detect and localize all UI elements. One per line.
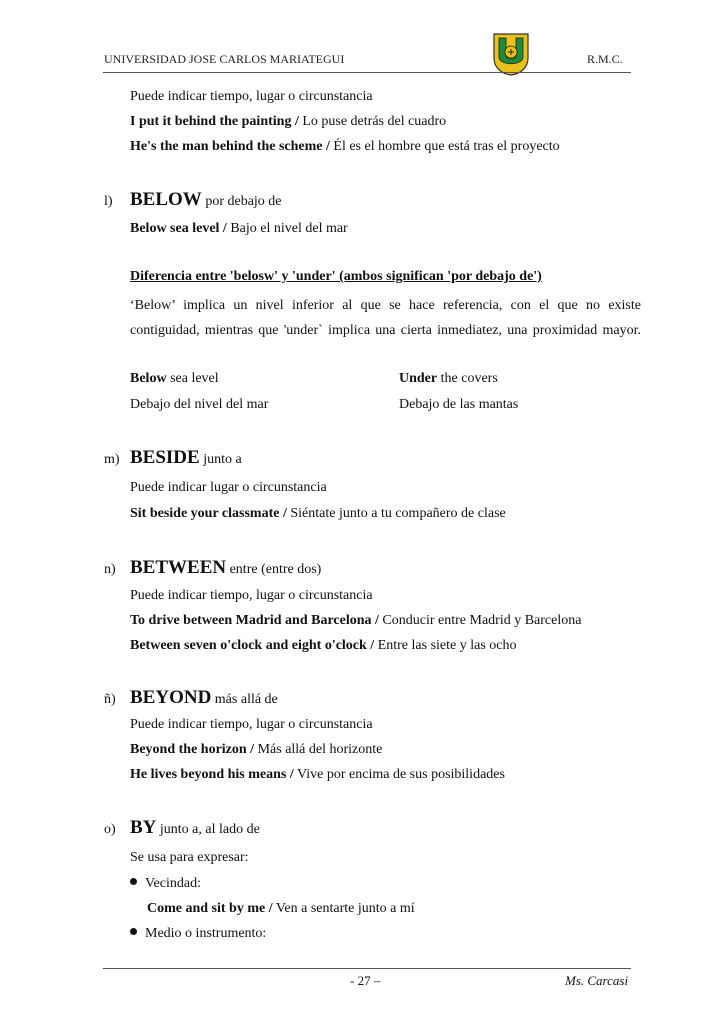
example-english: Below sea level / [130, 221, 227, 236]
example-spanish: Siéntate junto a tu compañero de clase [286, 506, 506, 521]
entry-meaning: por debajo de [201, 194, 282, 209]
item-label: o) [104, 822, 116, 837]
bullet-text: Vecindad: [145, 876, 201, 891]
entry-heading [130, 686, 278, 712]
example-line [130, 612, 581, 630]
footer-rule [103, 968, 631, 969]
example-line [130, 113, 446, 131]
example-spanish: Entre las siete y las ocho [374, 638, 517, 653]
bullet-item [130, 875, 201, 893]
comparison-right-es: Debajo de las mantas [399, 397, 519, 412]
entry-word: BESIDE [130, 447, 200, 468]
example-line [130, 220, 348, 238]
entry-heading [130, 816, 260, 842]
item-label: ñ) [104, 692, 116, 707]
bullet-icon [130, 878, 137, 885]
usage-note: Puede indicar tiempo, lugar o circunstancia [130, 89, 373, 104]
example-spanish: Ven a sentarte junto a mí [272, 901, 415, 916]
example-english: Beyond the horizon / [130, 742, 255, 757]
example-line [130, 741, 382, 759]
comparison-left-en [130, 370, 219, 388]
item-label: l) [104, 194, 113, 209]
entry-meaning: entre (entre dos) [226, 562, 322, 577]
example-english: I put it behind the painting / [130, 114, 299, 129]
difference-title: Diferencia entre 'belosw' y 'under' (ambos significan 'por debajo de') [130, 269, 542, 284]
header-rule [103, 72, 631, 73]
entry-heading [130, 188, 282, 214]
entry-heading [130, 446, 242, 472]
example-spanish: Conducir entre Madrid y Barcelona [378, 613, 582, 628]
example-line [130, 766, 505, 784]
comparison-phrase: the covers [437, 371, 498, 386]
footer-author: Ms. Carcasi [565, 973, 629, 988]
comparison-word: Under [399, 371, 438, 386]
entry-word: BEYOND [130, 687, 212, 708]
header-initials: R.M.C. [587, 52, 623, 66]
usage-note: Se usa para expresar: [130, 850, 249, 865]
example-english: Come and sit by me / [147, 901, 273, 916]
example-spanish: Más allá del horizonte [254, 742, 383, 757]
example-spanish: Vive por encima de sus posibilidades [293, 767, 505, 782]
bullet-text: Medio o instrumento: [145, 926, 267, 941]
comparison-right-en [399, 370, 498, 388]
bullet-icon [130, 928, 137, 935]
example-line [130, 138, 560, 156]
entry-word: BETWEEN [130, 557, 227, 578]
example-line [130, 505, 506, 523]
example-line [130, 637, 517, 655]
example-english: Sit beside your classmate / [130, 506, 287, 521]
bullet-item [130, 925, 266, 943]
comparison-phrase: sea level [166, 371, 219, 386]
example-english: Between seven o'clock and eight o'clock / [130, 638, 375, 653]
item-label: n) [104, 562, 116, 577]
example-line [147, 900, 415, 918]
entry-heading [130, 556, 321, 582]
usage-note: Puede indicar tiempo, lugar o circunstancia [130, 717, 373, 732]
entry-word: BELOW [130, 189, 202, 210]
entry-meaning: más allá de [211, 692, 278, 707]
difference-text: ‘Below’ implica un nivel inferior al que se hace referencia, con el que no existe contiguidad, mientras que 'under` implica una cierta inmediatez, una proximidad mayor. [130, 298, 641, 338]
usage-note: Puede indicar tiempo, lugar o circunstancia [130, 588, 373, 603]
university-logo [492, 32, 530, 76]
entry-word: BY [130, 817, 157, 838]
item-label: m) [104, 452, 120, 467]
entry-meaning: junto a [199, 452, 242, 467]
example-spanish: Lo puse detrás del cuadro [298, 114, 447, 129]
example-spanish: Bajo el nivel del mar [226, 221, 348, 236]
page-number: - 27 – [350, 973, 381, 988]
example-english: He's the man behind the scheme / [130, 139, 330, 154]
example-spanish: Él es el hombre que está tras el proyecto [329, 139, 560, 154]
example-english: To drive between Madrid and Barcelona / [130, 613, 379, 628]
header-university: UNIVERSIDAD JOSE CARLOS MARIATEGUI [104, 52, 345, 66]
example-english: He lives beyond his means / [130, 767, 294, 782]
usage-note: Puede indicar lugar o circunstancia [130, 480, 327, 495]
entry-meaning: junto a, al lado de [156, 822, 260, 837]
comparison-left-es: Debajo del nivel del mar [130, 397, 269, 412]
comparison-word: Below [130, 371, 167, 386]
